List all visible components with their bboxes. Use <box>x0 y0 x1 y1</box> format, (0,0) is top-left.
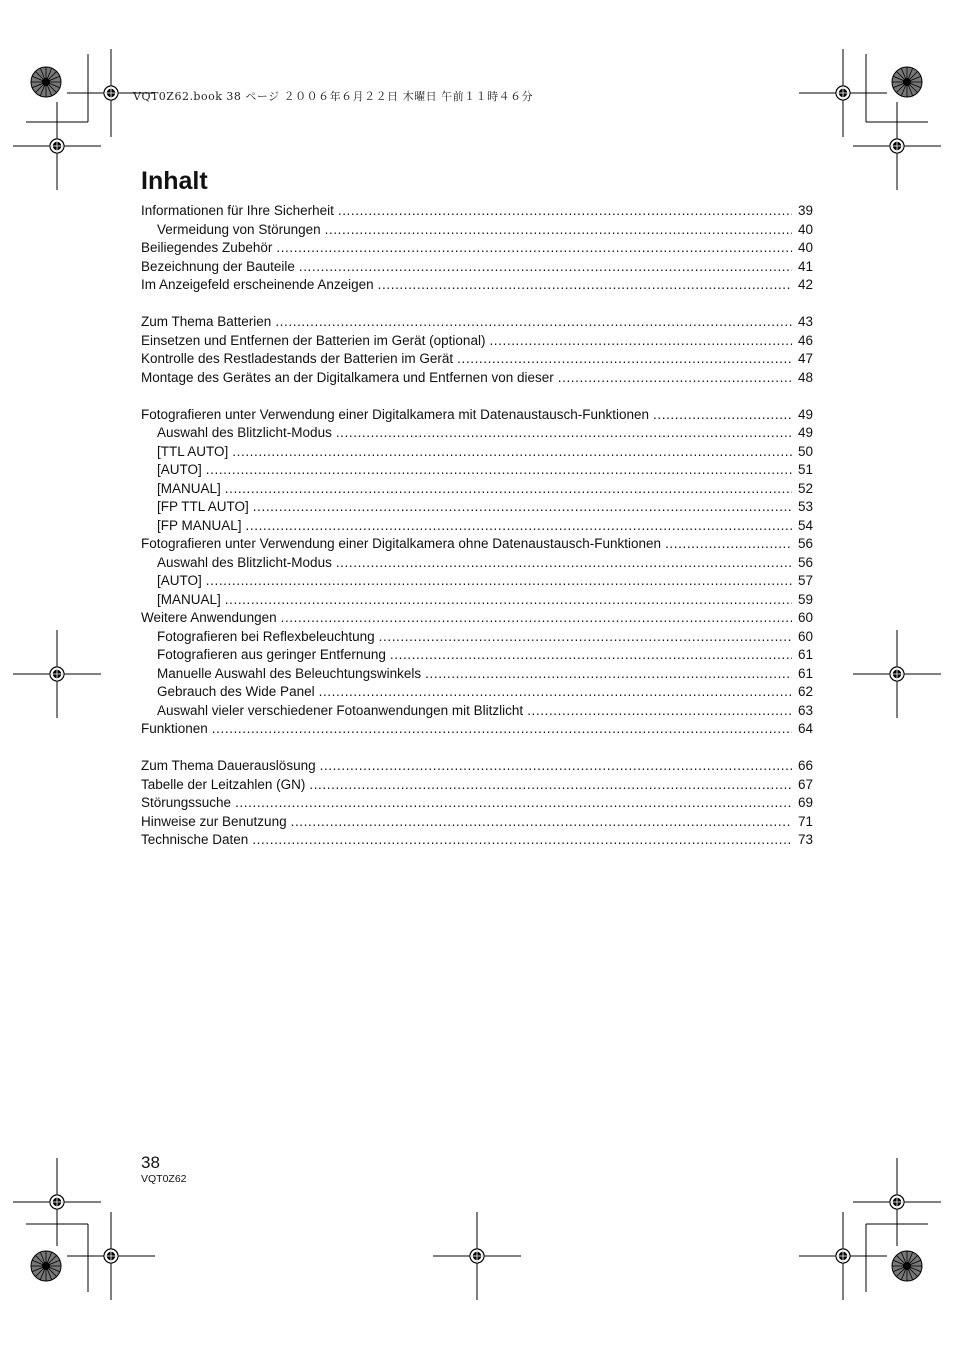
toc-entry-page-number: 56 <box>797 554 813 570</box>
toc-entry-page-number: 40 <box>797 221 813 237</box>
toc-entry[interactable] <box>141 221 813 240</box>
toc-entry-label: Montage des Gerätes an der Digitalkamera und Entfernen von dieser <box>141 369 554 385</box>
toc-entry[interactable] <box>141 350 813 369</box>
toc-entry-label: Funktionen <box>141 721 208 736</box>
toc-entry-label: Bezeichnung der Bauteile <box>141 258 295 274</box>
toc-dot-leader <box>276 239 792 258</box>
toc-dot-leader <box>225 480 792 499</box>
toc-entry-page-number: 62 <box>797 684 813 699</box>
toc-entry-label: Weitere Anwendungen <box>141 610 277 625</box>
page-title: Inhalt <box>141 167 208 195</box>
toc-entry[interactable] <box>141 813 813 832</box>
toc-entry[interactable] <box>141 776 813 795</box>
toc-entry-label: [FP TTL AUTO] <box>157 499 249 514</box>
toc-entry-page-number: 47 <box>797 351 813 366</box>
toc-dot-leader <box>206 572 792 591</box>
toc-dot-leader <box>291 813 792 832</box>
toc-entry-label: Einsetzen und Entfernen der Batterien im Gerät (optional) <box>141 332 486 348</box>
toc-entry-page-number: 71 <box>797 813 813 829</box>
toc-entry[interactable] <box>141 313 813 332</box>
toc-dot-leader <box>653 406 792 425</box>
toc-entry[interactable] <box>141 683 813 702</box>
toc-entry-label: Fotografieren bei Reflexbeleuchtung <box>157 628 375 644</box>
toc-entry-page-number: 54 <box>797 517 813 533</box>
toc-entry-page-number: 48 <box>797 369 813 385</box>
toc-entry-label: Informationen für Ihre Sicherheit <box>141 203 334 218</box>
toc-entry-label: Manuelle Auswahl des Beleuchtungswinkels <box>157 665 422 681</box>
toc-entry-page-number: 50 <box>797 443 813 459</box>
toc-entry[interactable] <box>141 332 813 351</box>
toc-dot-leader <box>390 646 792 665</box>
toc-entry[interactable] <box>141 535 813 554</box>
toc-entry-label: Fotografieren unter Verwendung einer Digitalkamera mit Datenaustausch-Funktionen <box>141 406 650 422</box>
toc-entry[interactable] <box>141 443 813 462</box>
toc-dot-leader <box>252 831 792 850</box>
toc-entry[interactable] <box>141 591 813 610</box>
toc-entry-page-number: 61 <box>797 665 813 681</box>
toc-entry-label: Fotografieren unter Verwendung einer Digitalkamera ohne Datenaustausch-Funktionen <box>141 536 662 551</box>
toc-entry[interactable] <box>141 757 813 776</box>
toc-dot-leader <box>232 443 792 462</box>
toc-dot-leader <box>336 424 792 443</box>
toc-dot-leader <box>206 461 792 480</box>
toc-entry[interactable] <box>141 554 813 573</box>
toc-entry-page-number: 49 <box>797 425 813 440</box>
toc-entry-label: Störungssuche <box>141 795 232 810</box>
toc-entry[interactable] <box>141 406 813 425</box>
toc-entry-label: Auswahl des Blitzlicht-Modus <box>157 425 332 440</box>
toc-entry-page-number: 53 <box>797 499 813 514</box>
toc-entry-page-number: 73 <box>797 832 813 847</box>
toc-entry[interactable] <box>141 239 813 258</box>
toc-entry-page-number: 66 <box>797 758 813 773</box>
toc-dot-leader <box>246 517 792 536</box>
toc-entry-page-number: 39 <box>797 203 813 218</box>
toc-entry-label: Hinweise zur Benutzung <box>141 813 287 829</box>
toc-entry-page-number: 40 <box>797 240 813 255</box>
toc-dot-leader <box>425 665 792 684</box>
toc-entry-page-number: 57 <box>797 573 813 588</box>
toc-entry-label: [AUTO] <box>157 573 202 588</box>
print-header-line: VQT0Z62.book 38 ページ ２００６年６月２２日 木曜日 午前１１時４６分 <box>133 90 534 103</box>
toc-entry-label: [FP MANUAL] <box>157 517 242 533</box>
toc-entry[interactable] <box>141 572 813 591</box>
toc-entry-label: [MANUAL] <box>157 480 221 496</box>
toc-dot-leader <box>275 313 792 332</box>
toc-entry[interactable] <box>141 665 813 684</box>
toc-dot-leader <box>379 628 792 647</box>
toc-entry-page-number: 60 <box>797 628 813 644</box>
toc-entry[interactable] <box>141 498 813 517</box>
toc-entry-page-number: 46 <box>797 332 813 348</box>
toc-entry-page-number: 49 <box>797 406 813 422</box>
toc-entry-label: Auswahl des Blitzlicht-Modus <box>157 554 332 570</box>
toc-entry-page-number: 67 <box>797 776 813 792</box>
toc-entry[interactable] <box>141 480 813 499</box>
toc-entry-page-number: 69 <box>797 795 813 810</box>
toc-entry[interactable] <box>141 646 813 665</box>
toc-entry-label: Beiliegendes Zubehör <box>141 240 273 255</box>
toc-dot-leader <box>319 683 792 702</box>
toc-entry-label: [TTL AUTO] <box>157 443 229 459</box>
toc-entry-label: Tabelle der Leitzahlen (GN) <box>141 776 306 792</box>
document-code: VQT0Z62 <box>141 1173 187 1185</box>
toc-entry-page-number: 41 <box>797 258 813 274</box>
toc-entry[interactable] <box>141 609 813 628</box>
toc-entry-page-number: 60 <box>797 610 813 625</box>
toc-entry-page-number: 59 <box>797 591 813 607</box>
toc-entry-label: Kontrolle des Restladestands der Batterien im Gerät <box>141 351 454 366</box>
toc-entry[interactable] <box>141 794 813 813</box>
toc-entry[interactable] <box>141 276 813 295</box>
toc-entry[interactable] <box>141 461 813 480</box>
toc-entry-page-number: 42 <box>797 277 813 292</box>
toc-dot-leader <box>299 258 792 277</box>
toc-entry-label: Zum Thema Dauerauslösung <box>141 758 316 773</box>
toc-dot-leader <box>281 609 792 628</box>
toc-dot-leader <box>225 591 792 610</box>
toc-entry-label: Im Anzeigefeld erscheinende Anzeigen <box>141 277 374 292</box>
toc-entry[interactable] <box>141 424 813 443</box>
toc-entry-page-number: 43 <box>797 314 813 329</box>
toc-entry-label: Auswahl vieler verschiedener Fotoanwendungen mit Blitzlicht <box>157 702 524 718</box>
toc-entry-page-number: 52 <box>797 480 813 496</box>
toc-dot-leader <box>212 720 792 739</box>
toc-entry-page-number: 64 <box>797 721 813 736</box>
toc-entry-label: [AUTO] <box>157 462 202 477</box>
toc-entry[interactable] <box>141 369 813 388</box>
toc-entry[interactable] <box>141 258 813 277</box>
toc-dot-leader <box>336 554 792 573</box>
toc-entry[interactable] <box>141 202 813 221</box>
toc-dot-leader <box>457 350 792 369</box>
toc-dot-leader <box>527 702 792 721</box>
toc-dot-leader <box>378 276 792 295</box>
page-number: 38 <box>141 1153 160 1172</box>
toc-entry[interactable] <box>141 628 813 647</box>
toc-entry-page-number: 51 <box>797 462 813 477</box>
toc-dot-leader <box>309 776 792 795</box>
toc-entry-label: Technische Daten <box>141 832 249 847</box>
toc-dot-leader <box>665 535 792 554</box>
toc-entry-page-number: 56 <box>797 536 813 551</box>
toc-entry-label: Fotografieren aus geringer Entfernung <box>157 647 386 662</box>
toc-entry[interactable] <box>141 720 813 739</box>
table-of-contents <box>141 202 813 850</box>
toc-entry-label: [MANUAL] <box>157 591 221 607</box>
toc-dot-leader <box>558 369 792 388</box>
toc-dot-leader <box>338 202 792 221</box>
toc-dot-leader <box>489 332 792 351</box>
toc-entry[interactable] <box>141 517 813 536</box>
toc-dot-leader <box>235 794 792 813</box>
toc-entry-label: Zum Thema Batterien <box>141 314 272 329</box>
toc-entry[interactable] <box>141 831 813 850</box>
toc-entry-label: Vermeidung von Störungen <box>157 221 321 237</box>
toc-entry-page-number: 63 <box>797 702 813 718</box>
toc-dot-leader <box>325 221 792 240</box>
toc-dot-leader <box>320 757 792 776</box>
toc-entry-page-number: 61 <box>797 647 813 662</box>
toc-entry-label: Gebrauch des Wide Panel <box>157 684 315 699</box>
toc-dot-leader <box>253 498 792 517</box>
toc-entry[interactable] <box>141 702 813 721</box>
